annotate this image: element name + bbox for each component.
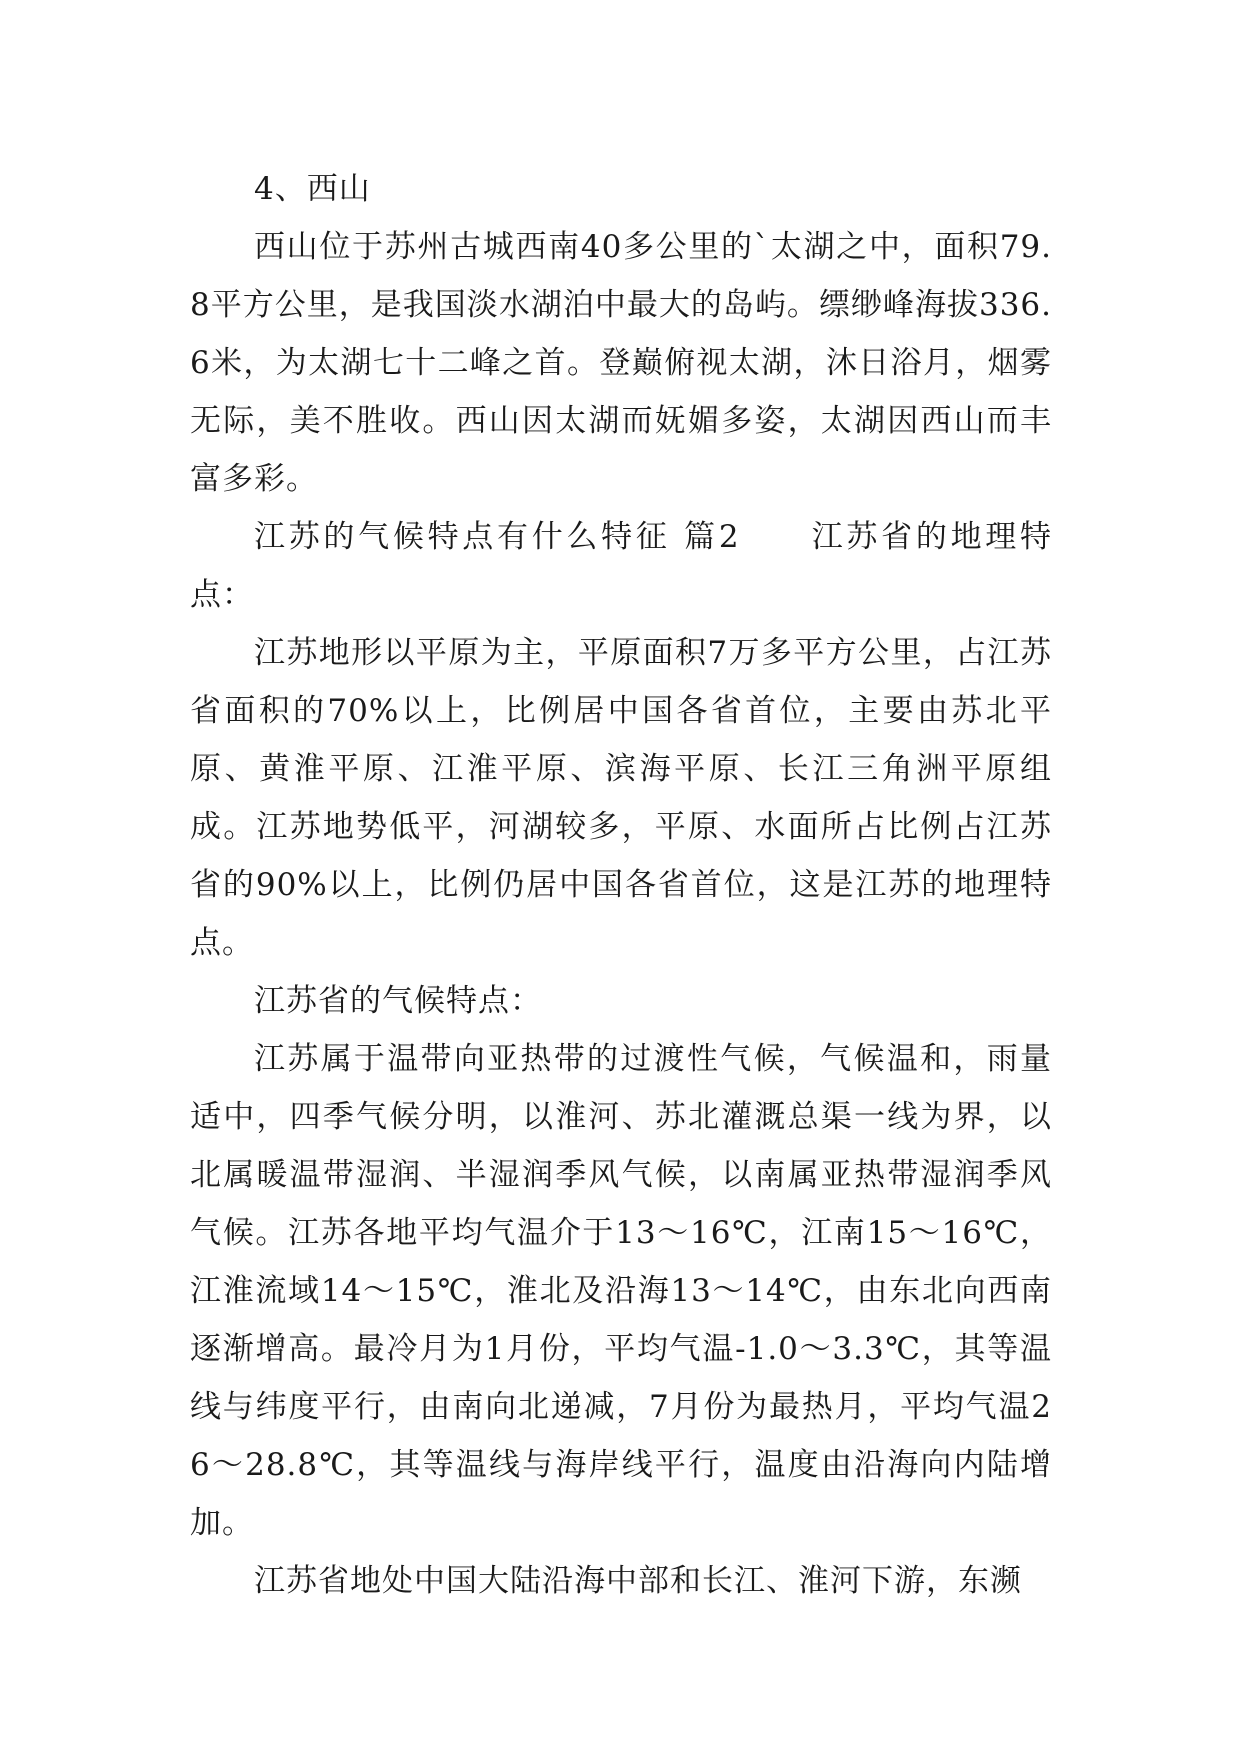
paragraph-terrain: 江苏地形以平原为主，平原面积7万多平方公里，占江苏省面积的70%以上，比例居中国各省首位，主要由苏北平原、黄淮平原、江淮平原、滨海平原、长江三角洲平原组成。江苏地势低平，河湖较多，平原、水面所占比例占江苏省的90%以上，比例仍居中国各省首位，这是江苏的地理特点。 <box>190 635 1052 961</box>
paragraph-climate-heading: 江苏省的气候特点： <box>254 983 542 1019</box>
paragraph-location: 江苏省地处中国大陆沿海中部和长江、淮河下游，东濒 <box>254 1563 1022 1599</box>
section-heading-xishan: 4、西山 <box>254 171 371 207</box>
document-body <box>190 160 1052 1610</box>
paragraph-section-title: 江苏的气候特点有什么特征 篇2 江苏省的地理特点： <box>190 519 1052 613</box>
paragraph-xishan-description: 西山位于苏州古城西南40多公里的`太湖之中，面积79.8平方公里，是我国淡水湖泊中最大的岛屿。缥缈峰海拔336.6米，为太湖七十二峰之首。登巅俯视太湖，沐日浴月，烟雾无际，美不胜收。西山因太湖而妩媚多姿，太湖因西山而丰富多彩。 <box>190 229 1052 497</box>
paragraph-climate-description: 江苏属于温带向亚热带的过渡性气候，气候温和，雨量适中，四季气候分明，以淮河、苏北灌溉总渠一线为界，以北属暖温带湿润、半湿润季风气候，以南属亚热带湿润季风气候。江苏各地平均气温介于13～16℃，江南15～16℃，江淮流域14～15℃，淮北及沿海13～14℃，由东北向西南逐渐增高。最冷月为1月份，平均气温-1.0～3.3℃，其等温线与纬度平行，由南向北递减，7月份为最热月，平均气温26～28.8℃，其等温线与海岸线平行，温度由沿海向内陆增加。 <box>190 1041 1052 1541</box>
